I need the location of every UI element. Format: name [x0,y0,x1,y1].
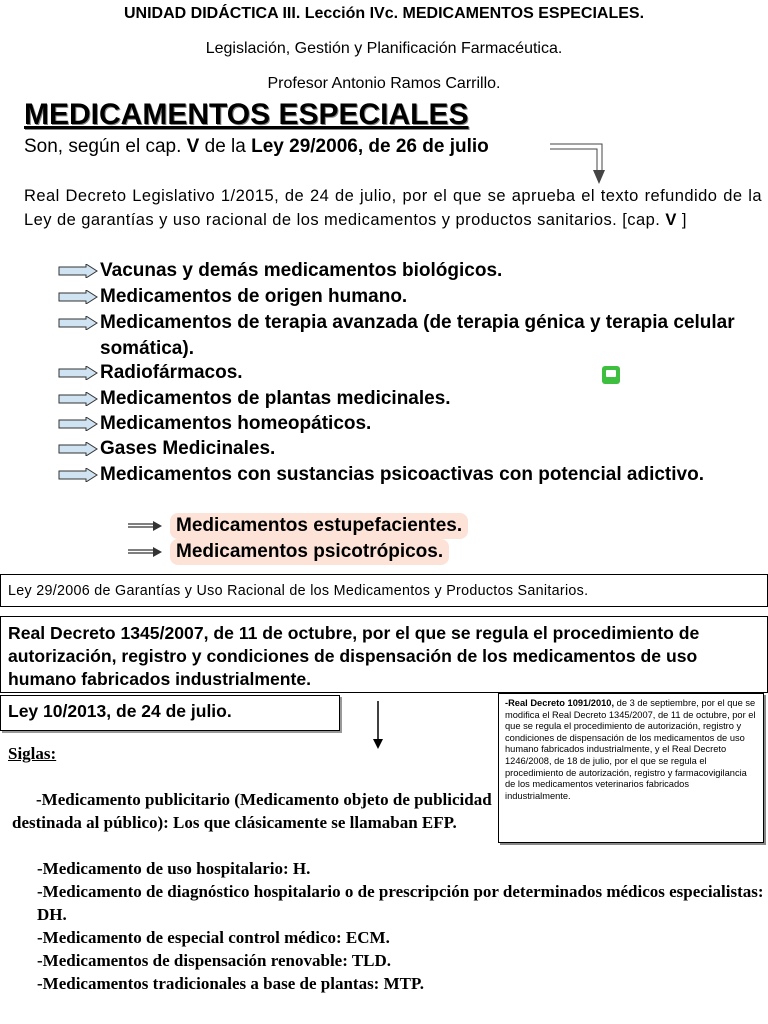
header-unit-title: UNIDAD DIDÁCTICA III. Lección IVc. MEDICAMENTOS ESPECIALES. [123,5,645,22]
list-item: Medicamentos de origen humano. [58,284,758,310]
sigla-item: -Medicamento de diagnóstico hospitalario o de prescripción por determinados médicos especialistas: DH. [37,882,764,924]
header-course: Legislación, Gestión y Planificación Farmacéutica. [205,40,563,57]
ley29-box: Ley 29/2006 de Garantías y Uso Racional de los Medicamentos y Productos Sanitarios. [0,574,768,607]
intro-line [24,136,489,158]
sigla-item: -Medicamentos de dispensación renovable: TLD. [37,951,392,970]
sigla-item: -Medicamentos tradicionales a base de plantas: MTP. [37,974,425,993]
rd1091-title: -Real Decreto 1091/2010, [505,698,615,708]
rdl-paragraph [24,184,762,232]
list-item: Medicamentos homeopáticos. [58,411,758,437]
sigla-item: -Medicamento publicitario (Medicamento objeto de publicidad destinada al público): Los que clásicamente se llamaban EFP. [12,790,492,832]
sigla-item: -Medicamento de especial control médico: ECM. [37,928,390,947]
list-item: Medicamentos con sustancias psicoactivas con potencial adictivo. [58,462,758,488]
rd1091-box [498,693,764,843]
list-item: Medicamentos de plantas medicinales. [58,386,758,412]
bent-arrow-icon [548,140,618,188]
list-item: Vacunas y demás medicamentos biológicos. [58,258,758,284]
small-arrow-icon [128,546,164,558]
arrow-icon [58,316,98,330]
sub-item: Medicamentos estupefacientes. [128,513,468,539]
down-arrow-icon [371,701,385,751]
intro-law: Ley 29/2006, de 26 de julio [251,136,489,157]
arrow-icon [58,468,98,482]
list-item: Medicamentos de terapia avanzada (de terapia génica y terapia celular somática). [58,310,758,362]
intro-text-2: de la [199,136,252,157]
list-item: Gases Medicinales. [58,436,758,462]
arrow-icon [58,442,98,456]
sigla-item: -Medicamento de uso hospitalario: H. [37,859,311,878]
sub-item: Medicamentos psicotrópicos. [128,539,449,565]
comment-icon[interactable] [602,366,620,384]
arrow-icon [58,264,98,278]
intro-chapter: V [186,136,200,157]
arrow-icon [58,392,98,406]
rd1345-box: Real Decreto 1345/2007, de 11 de octubre, por el que se regula el procedimiento de autorización, registro y condiciones de dispensación de los medicamentos de uso humano fabricados industrialmente. [0,616,768,693]
arrow-icon [58,417,98,431]
siglas-heading: Siglas: [8,744,57,763]
rd1091-text: de 3 de septiembre, por el que se modifica el Real Decreto 1345/2007, de 11 de octubre, por el que se regula el procedimiento de autorización, registro y condiciones de dispensación de los medicamentos de uso humano fabricados industrialmente, y el Real Decreto 1246/2008, de 18 de julio, por el que se regula el procedimiento de autorización, registro y farmacovigilancia de los medicamentos veterinarios fabricados industrialmente. [505,698,756,801]
header-professor: Profesor Antonio Ramos Carrillo. [267,75,501,92]
intro-text-1: Son, según el cap. [24,136,187,157]
small-arrow-icon [128,520,164,532]
ley10-box: Ley 10/2013, de 24 de julio. [0,695,340,731]
arrow-icon [58,366,98,380]
arrow-icon [58,290,98,304]
rdl-text: Real Decreto Legislativo 1/2015, de 24 de julio, por el que se aprueba el texto refundido de la Ley de garantías y uso racional de los medicamentos y productos sanitarios. [cap. [24,187,762,229]
rdl-chapter: V [665,211,677,229]
rdl-end: ] [676,211,687,229]
list-item: Radiofármacos. [58,360,758,386]
page-title: MEDICAMENTOS ESPECIALES [24,98,469,131]
